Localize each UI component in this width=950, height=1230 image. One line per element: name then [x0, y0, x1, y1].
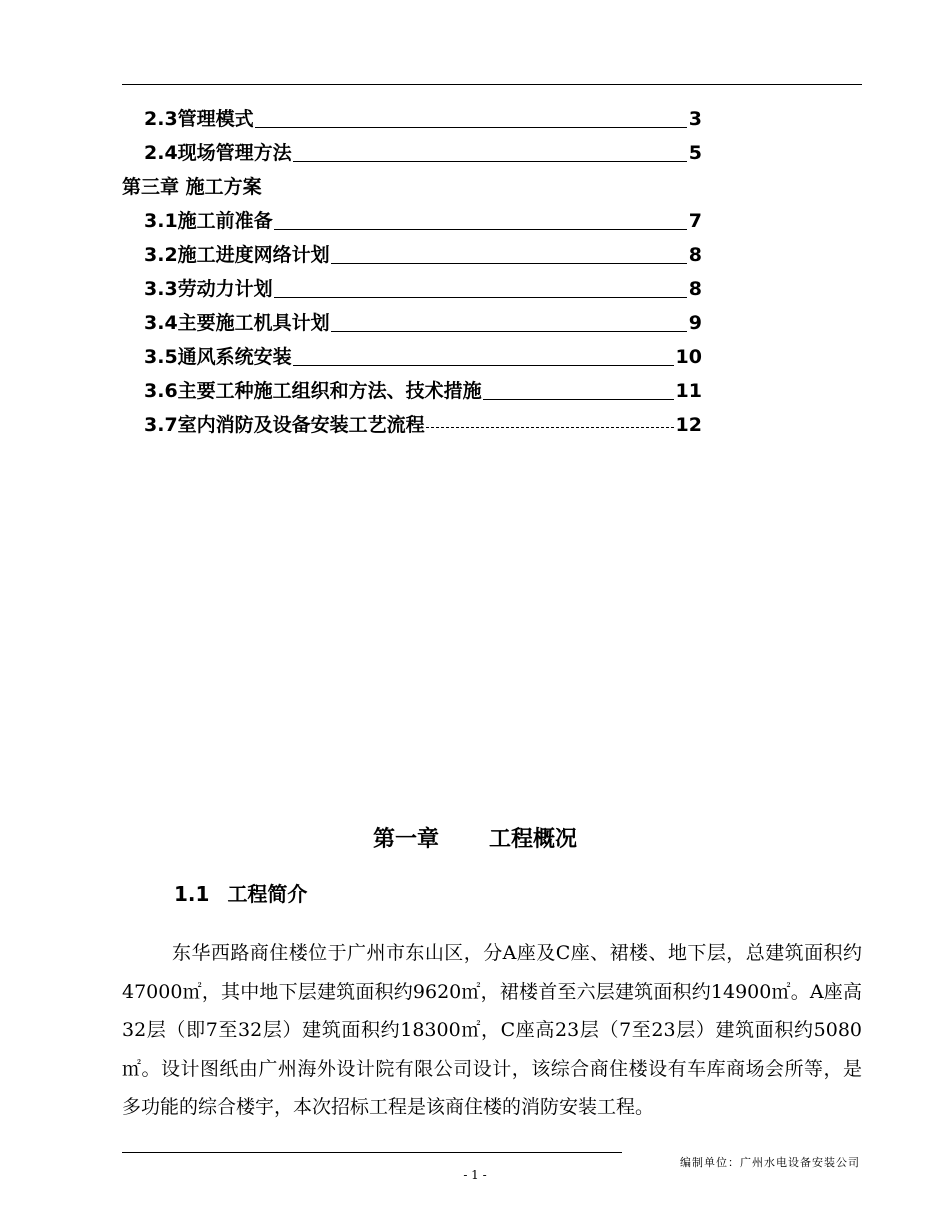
toc-entry[interactable]: [122, 272, 702, 306]
toc-entry-label: 3.5通风系统安装: [144, 346, 292, 368]
toc-entry-page: 12: [675, 414, 702, 436]
section-title: [174, 878, 307, 907]
toc-leader: [331, 331, 687, 332]
toc-entry-page: 9: [688, 312, 702, 334]
footer-organization: 编制单位：广州水电设备安装公司: [680, 1156, 860, 1169]
toc-entry-label: 3.2施工进度网络计划: [144, 244, 330, 266]
toc-entry-label: 3.7室内消防及设备安装工艺流程: [144, 414, 425, 436]
toc-entry[interactable]: [122, 374, 702, 408]
toc-leader: [274, 297, 687, 298]
toc-entry-page: 8: [688, 278, 702, 300]
toc-leader: [293, 365, 674, 366]
toc-entry-page: 7: [688, 210, 702, 232]
toc-entry[interactable]: [122, 306, 702, 340]
toc-chapter-heading[interactable]: [122, 170, 702, 204]
toc-entry-label: 3.6主要工种施工组织和方法、技术措施: [144, 380, 482, 402]
body-paragraph: 东华西路商住楼位于广州市东山区，分A座及C座、裙楼、地下层，总建筑面积约47000㎡，其中地下层建筑面积约9620㎡，裙楼首至六层建筑面积约14900㎡。A座高32层（即7至32层）建筑面积约18300㎡，C座高23层（7至23层）建筑面积约5080㎡。设计图纸由广州海外设计院有限公司设计，该综合商住楼设有车库商场会所等，是多功能的综合楼宇，本次招标工程是该商住楼的消防安装工程。: [122, 942, 862, 1118]
toc-leader: [274, 229, 687, 230]
chapter-title: [0, 822, 950, 853]
section-name: 工程简介: [227, 882, 308, 906]
toc-entry-label: 3.1施工前准备: [144, 210, 273, 232]
toc-leader: [293, 161, 687, 162]
toc-leader: [331, 263, 687, 264]
footer-rule: [122, 1152, 622, 1153]
toc-entry[interactable]: [122, 340, 702, 374]
chapter-name: 工程概况: [489, 827, 578, 852]
toc-entry-label: 3.4主要施工机具计划: [144, 312, 330, 334]
chapter-number: 第一章: [372, 827, 439, 852]
toc-entry-page: 10: [675, 346, 702, 368]
toc-entry[interactable]: [122, 238, 702, 272]
toc-entry[interactable]: [122, 102, 702, 136]
toc-entry-label: 2.4现场管理方法: [144, 142, 292, 164]
toc-leader: [255, 127, 687, 128]
toc-entry-page: 5: [688, 142, 702, 164]
header-rule: [122, 84, 862, 85]
toc-leader: [483, 399, 674, 400]
toc-entry-page: 3: [688, 108, 702, 130]
toc-entry[interactable]: [122, 204, 702, 238]
toc-entry-page: 11: [675, 380, 702, 402]
table-of-contents: [122, 102, 702, 442]
toc-leader: [426, 427, 674, 428]
toc-entry-page: 8: [688, 244, 702, 266]
toc-entry-label: 2.3管理模式: [144, 108, 254, 130]
section-number: 1.1: [174, 882, 210, 906]
page-number: - 1 -: [463, 1168, 487, 1182]
toc-entry[interactable]: [122, 136, 702, 170]
toc-entry-label: 3.3劳动力计划: [144, 278, 273, 300]
toc-chapter-label: 第三章 施工方案: [122, 176, 262, 198]
toc-entry[interactable]: [122, 408, 702, 442]
